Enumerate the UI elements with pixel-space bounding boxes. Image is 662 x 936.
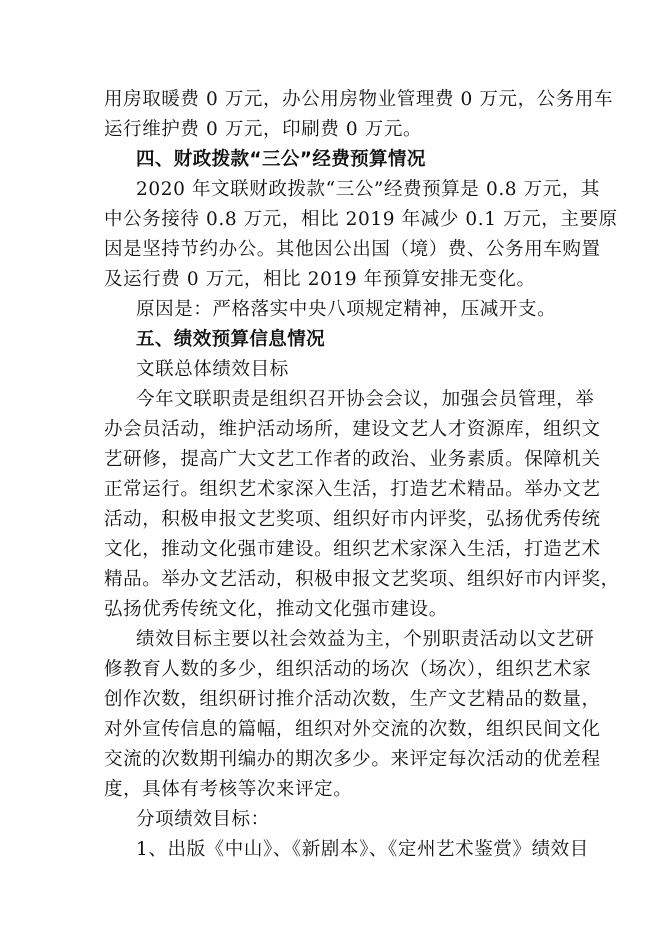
body-text-line: 修教育人数的多少，组织活动的场次（场次），组织艺术家: [104, 659, 592, 680]
body-text-line: 今年文联职责是组织召开协会会议，加强会员管理，举: [136, 389, 595, 410]
body-text-line: 1、出版《中山》、《新剧本》、《定州艺术鉴赏》绩效目: [136, 839, 589, 860]
body-text-line: 创作次数，组织研讨推介活动次数，生产文艺精品的数量，: [104, 689, 601, 710]
body-text-line: 文化，推动文化强市建设。组织艺术家深入生活，打造艺术: [104, 539, 601, 560]
body-text-line: 因是坚持节约办公。其他因公出国（境）费、公务用车购置: [104, 239, 601, 260]
body-text-line: 办会员活动，维护活动场所，建设文艺人才资源库，组织文: [104, 419, 601, 440]
body-text-line: 交流的次数期刊编办的期次多少。来评定每次活动的优差程: [104, 749, 601, 770]
body-text-line: 分项绩效目标：: [136, 809, 270, 830]
body-text-line: 原因是：严格落实中央八项规定精神，压减开支。: [136, 299, 557, 320]
body-text-line: 活动，积极申报文艺奖项、组织好市内评奖，弘扬优秀传统: [104, 509, 601, 530]
section-heading-five: 五、绩效预算信息情况: [136, 329, 326, 350]
body-text-line: 运行维护费 0 万元，印刷费 0 万元。: [104, 119, 423, 140]
body-text-line: 对外宣传信息的篇幅，组织对外交流的次数，组织民间文化: [104, 719, 601, 740]
body-text-line: 正常运行。组织艺术家深入生活，打造艺术精品。举办文艺: [104, 479, 601, 500]
body-text-line: 及运行费 0 万元，相比 2019 年预算安排无变化。: [104, 269, 536, 290]
body-text-line: 度，具体有考核等次来评定。: [104, 779, 353, 800]
body-text-line: 绩效目标主要以社会效益为主，个别职责活动以文艺研: [136, 629, 595, 650]
body-text-line: 中公务接待 0.8 万元，相比 2019 年减少 0.1 万元，主要原: [104, 209, 618, 230]
section-heading-four: 四、财政拨款“三公”经费预算情况: [136, 149, 426, 170]
body-text-line: 精品。举办文艺活动，积极申报文艺奖项、组织好市内评奖，: [104, 569, 620, 590]
body-text-line: 艺研修，提高广大文艺工作者的政治、业务素质。保障机关: [104, 449, 601, 470]
body-text-line: 用房取暖费 0 万元，办公用房物业管理费 0 万元，公务用车: [104, 89, 614, 110]
body-text-line: 弘扬优秀传统文化，推动文化强市建设。: [104, 599, 448, 620]
subheading: 文联总体绩效目标: [136, 359, 289, 380]
body-text-line: 2020 年文联财政拨款“三公”经费预算是 0.8 万元，其: [136, 179, 601, 200]
